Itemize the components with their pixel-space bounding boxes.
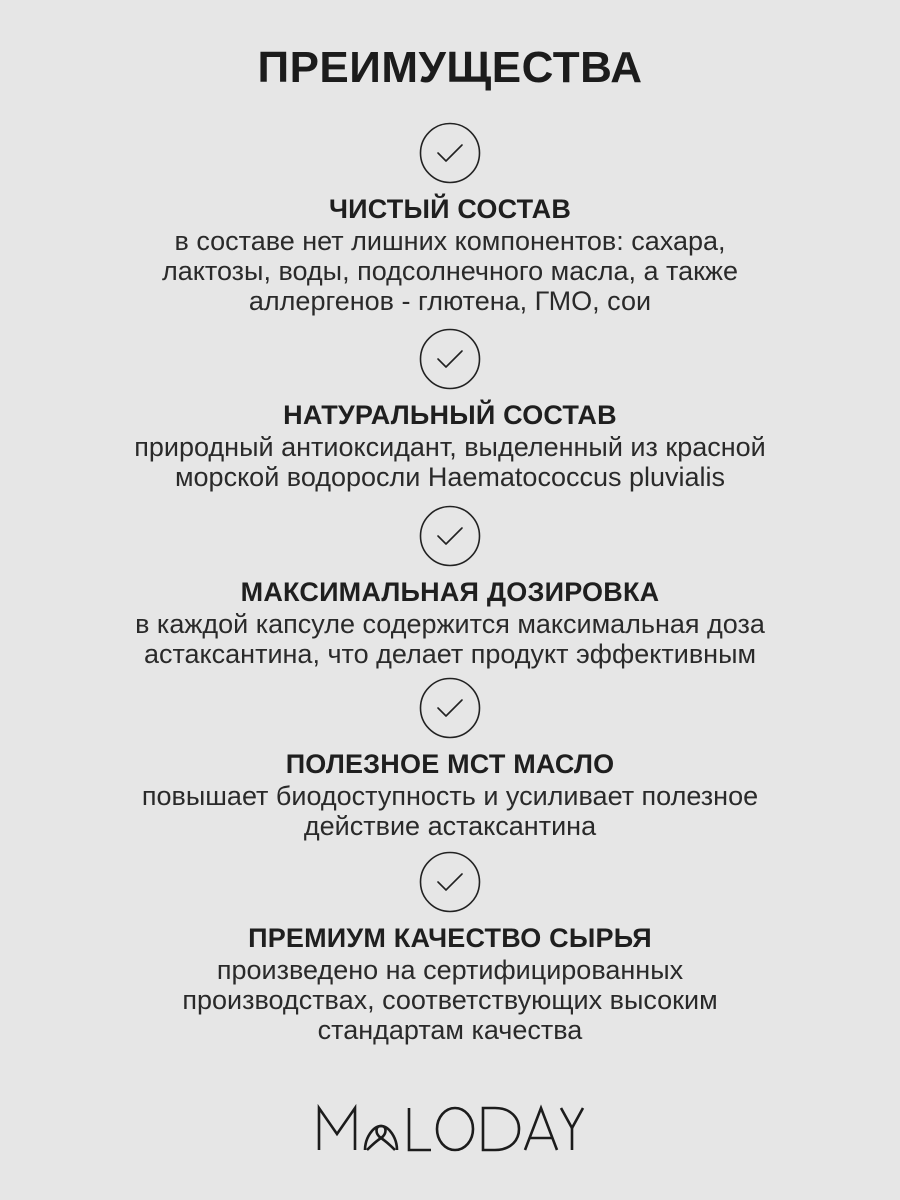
logo-text xyxy=(585,1100,586,1101)
benefit-description-line: аллергенов - глютена, ГМО, сои xyxy=(248,286,652,316)
benefit-description-line: морской водоросли Haematococcus pluvialis xyxy=(174,462,726,492)
benefit-heading: НАТУРАЛЬНЫЙ СОСТАВ xyxy=(283,400,617,430)
benefit-description-line: в составе нет лишних компонентов: сахара, xyxy=(174,226,726,256)
check-circle-icon xyxy=(419,328,481,390)
benefit-heading: ПРЕМИУМ КАЧЕСТВО СЫРЬЯ xyxy=(248,923,652,953)
benefit-description-line: лактозы, воды, подсолнечного масла, а также xyxy=(162,256,738,286)
page-title: ПРЕИМУЩЕСТВА xyxy=(257,43,643,92)
benefit-item xyxy=(0,328,900,492)
benefit-description-line: природный антиоксидант, выделенный из красной xyxy=(134,432,766,462)
check-circle-icon xyxy=(419,122,481,184)
benefit-description-line: повышает биодоступность и усиливает полезное xyxy=(141,781,759,811)
benefit-item xyxy=(0,677,900,841)
brand-logo xyxy=(0,1100,900,1161)
check-circle-icon xyxy=(419,505,481,567)
benefit-item xyxy=(0,505,900,669)
benefit-item xyxy=(0,851,900,1045)
benefit-description-line: производствах, соответствующих высоким xyxy=(182,985,718,1015)
benefit-description-line: стандартам качества xyxy=(317,1015,583,1045)
benefit-description-line: действие астаксантина xyxy=(303,811,597,841)
benefit-heading: МАКСИМАЛЬНАЯ ДОЗИРОВКА xyxy=(240,577,660,607)
benefit-description-line: в каждой капсуле содержится максимальная доза xyxy=(135,609,765,639)
benefit-heading: ЧИСТЫЙ СОСТАВ xyxy=(328,194,572,224)
check-circle-icon xyxy=(419,677,481,739)
benefit-description-line: произведено на сертифицированных xyxy=(216,955,684,985)
benefit-description-line: астаксантина, что делает продукт эффективным xyxy=(143,639,757,669)
benefit-heading: ПОЛЕЗНОЕ МСТ МАСЛО xyxy=(285,749,615,779)
benefit-item xyxy=(0,122,900,316)
moloday-logo-icon xyxy=(315,1100,585,1156)
check-circle-icon xyxy=(419,851,481,913)
